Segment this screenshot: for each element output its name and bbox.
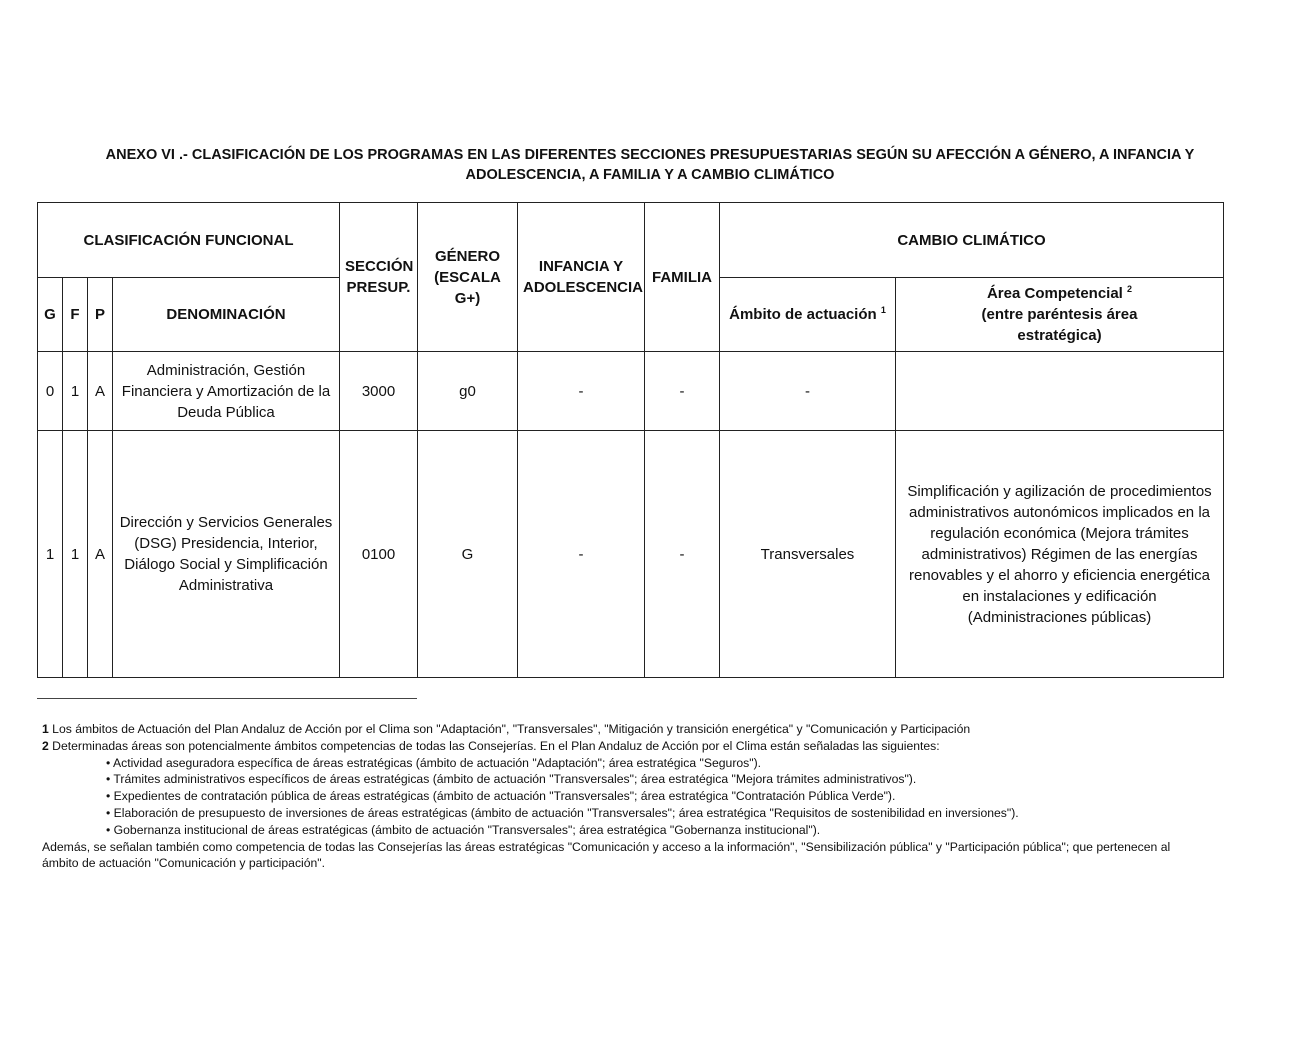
header-area-sup: 2 xyxy=(1127,284,1133,294)
header-row-1 xyxy=(38,203,1224,278)
footnote-bullet: • Actividad aseguradora específica de áreas estratégicas (ámbito de actuación "Adaptación"; área estratégica "Seguros"). xyxy=(106,755,762,770)
header-seccion-line1: SECCIÓN xyxy=(345,258,414,275)
footnote-1-number: 1 xyxy=(42,722,49,736)
footnote-2-number: 2 xyxy=(42,738,49,753)
header-area-line3: estratégica) xyxy=(1017,327,1102,344)
title-line-1: ANEXO VI .- CLASIFICACIÓN DE LOS PROGRAMAS EN LAS DIFERENTES SECCIONES PRESUPUESTARIAS SEGÚN SU AFECCIÓN A GÉNERO, A INFANCIA Y xyxy=(105,147,1195,163)
header-genero xyxy=(418,203,518,352)
cell-p: A xyxy=(88,352,113,431)
cell-genero: g0 xyxy=(418,352,518,431)
header-area-line1: Área Competencial xyxy=(986,285,1123,302)
cell-ambito: - xyxy=(720,352,896,431)
document-title xyxy=(60,145,1240,185)
footnote-divider xyxy=(37,698,417,699)
cell-ambito: Transversales xyxy=(720,431,896,678)
cell-familia: - xyxy=(645,431,720,678)
table-row xyxy=(38,431,1224,678)
cell-denominacion: Administración, Gestión Financiera y Amortización de la Deuda Pública xyxy=(113,352,340,431)
header-g: G xyxy=(38,278,63,352)
header-cambio-climatico: CAMBIO CLIMÁTICO xyxy=(720,203,1224,278)
footnote-bullet: • Gobernanza institucional de áreas estratégicas (ámbito de actuación "Transversales"; área estratégica "Gobernanza institucional"). xyxy=(106,822,821,837)
footnote-2-text: Determinadas áreas son potencialmente ámbitos competencias de todas las Consejerías. En el Plan Andaluz de Acción por el Clima están señaladas las siguientes: xyxy=(52,738,940,753)
cell-denominacion: Dirección y Servicios Generales (DSG) Presidencia, Interior, Diálogo Social y Simplificación Administrativa xyxy=(113,431,340,678)
header-area-line2: (entre paréntesis área xyxy=(981,306,1138,323)
footnote-closing-line-1: Además, se señalan también como competencia de todas las Consejerías las áreas estratégicas "Comunicación y acceso a la información", "Sensibilización pública" y "Participación pública"; que pertenecen al xyxy=(42,839,1171,854)
header-ambito-label: Ámbito de actuación xyxy=(729,306,877,323)
header-p: P xyxy=(88,278,113,352)
cell-p: A xyxy=(88,431,113,678)
footnote-closing-line-2: ámbito de actuación "Comunicación y participación". xyxy=(42,856,326,871)
header-f: F xyxy=(63,278,88,352)
header-ambito-sup: 1 xyxy=(880,305,886,315)
cell-seccion: 0100 xyxy=(340,431,418,678)
header-infancia-line1: INFANCIA Y xyxy=(538,258,624,275)
cell-area xyxy=(896,352,1224,431)
header-genero-line3: G+) xyxy=(454,289,481,307)
cell-infancia: - xyxy=(518,431,645,678)
header-genero-line1: GÉNERO xyxy=(434,247,500,265)
cell-g: 1 xyxy=(38,431,63,678)
cell-genero: G xyxy=(418,431,518,678)
header-familia: FAMILIA xyxy=(645,203,720,352)
header-infancia xyxy=(518,203,645,352)
cell-familia: - xyxy=(645,352,720,431)
header-seccion-line2: PRESUP. xyxy=(346,279,411,296)
cell-area: Simplificación y agilización de procedimientos administrativos autonómicos implicados en la regulación económica (Mejora trámites administrativos) Régimen de las energías renovables y el ahorro y eficiencia energética en instalaciones y edificación (Administraciones públicas) xyxy=(896,431,1224,678)
header-clasificacion-funcional: CLASIFICACIÓN FUNCIONAL xyxy=(38,203,340,278)
header-infancia-line2: ADOLESCENCIA xyxy=(523,279,644,296)
table-row xyxy=(38,352,1224,431)
header-ambito xyxy=(720,278,896,352)
footnote-1-text: Los ámbitos de Actuación del Plan Andaluz de Acción por el Clima son "Adaptación", "Transversales", "Mitigación y transición energética" y "Comunicación y Participación xyxy=(52,722,971,736)
cell-seccion: 3000 xyxy=(340,352,418,431)
footnote-bullet: • Elaboración de presupuesto de inversiones de áreas estratégicas (ámbito de actuación "Transversales"; área estratégica "Requisitos de sostenibilidad en inversiones"). xyxy=(106,805,1019,820)
cell-f: 1 xyxy=(63,352,88,431)
header-area xyxy=(896,278,1224,352)
header-genero-line2: (ESCALA xyxy=(434,268,501,286)
cell-g: 0 xyxy=(38,352,63,431)
title-line-2: ADOLESCENCIA, A FAMILIA Y A CAMBIO CLIMÁTICO xyxy=(465,167,835,183)
cell-infancia: - xyxy=(518,352,645,431)
footnote-2 xyxy=(42,738,1242,755)
footnote-bullet: • Trámites administrativos específicos de áreas estratégicas (ámbito de actuación "Transversales"; área estratégica "Mejora trámites administrativos"). xyxy=(106,772,917,787)
footnote-1 xyxy=(42,721,1242,738)
header-denominacion: DENOMINACIÓN xyxy=(113,278,340,352)
classification-table xyxy=(37,202,1224,678)
cell-f: 1 xyxy=(63,431,88,678)
footnote-bullet: • Expedientes de contratación pública de áreas estratégicas (ámbito de actuación "Transversales"; área estratégica "Contratación Pública Verde"). xyxy=(106,789,896,804)
header-seccion xyxy=(340,203,418,352)
footnotes xyxy=(42,721,1242,872)
